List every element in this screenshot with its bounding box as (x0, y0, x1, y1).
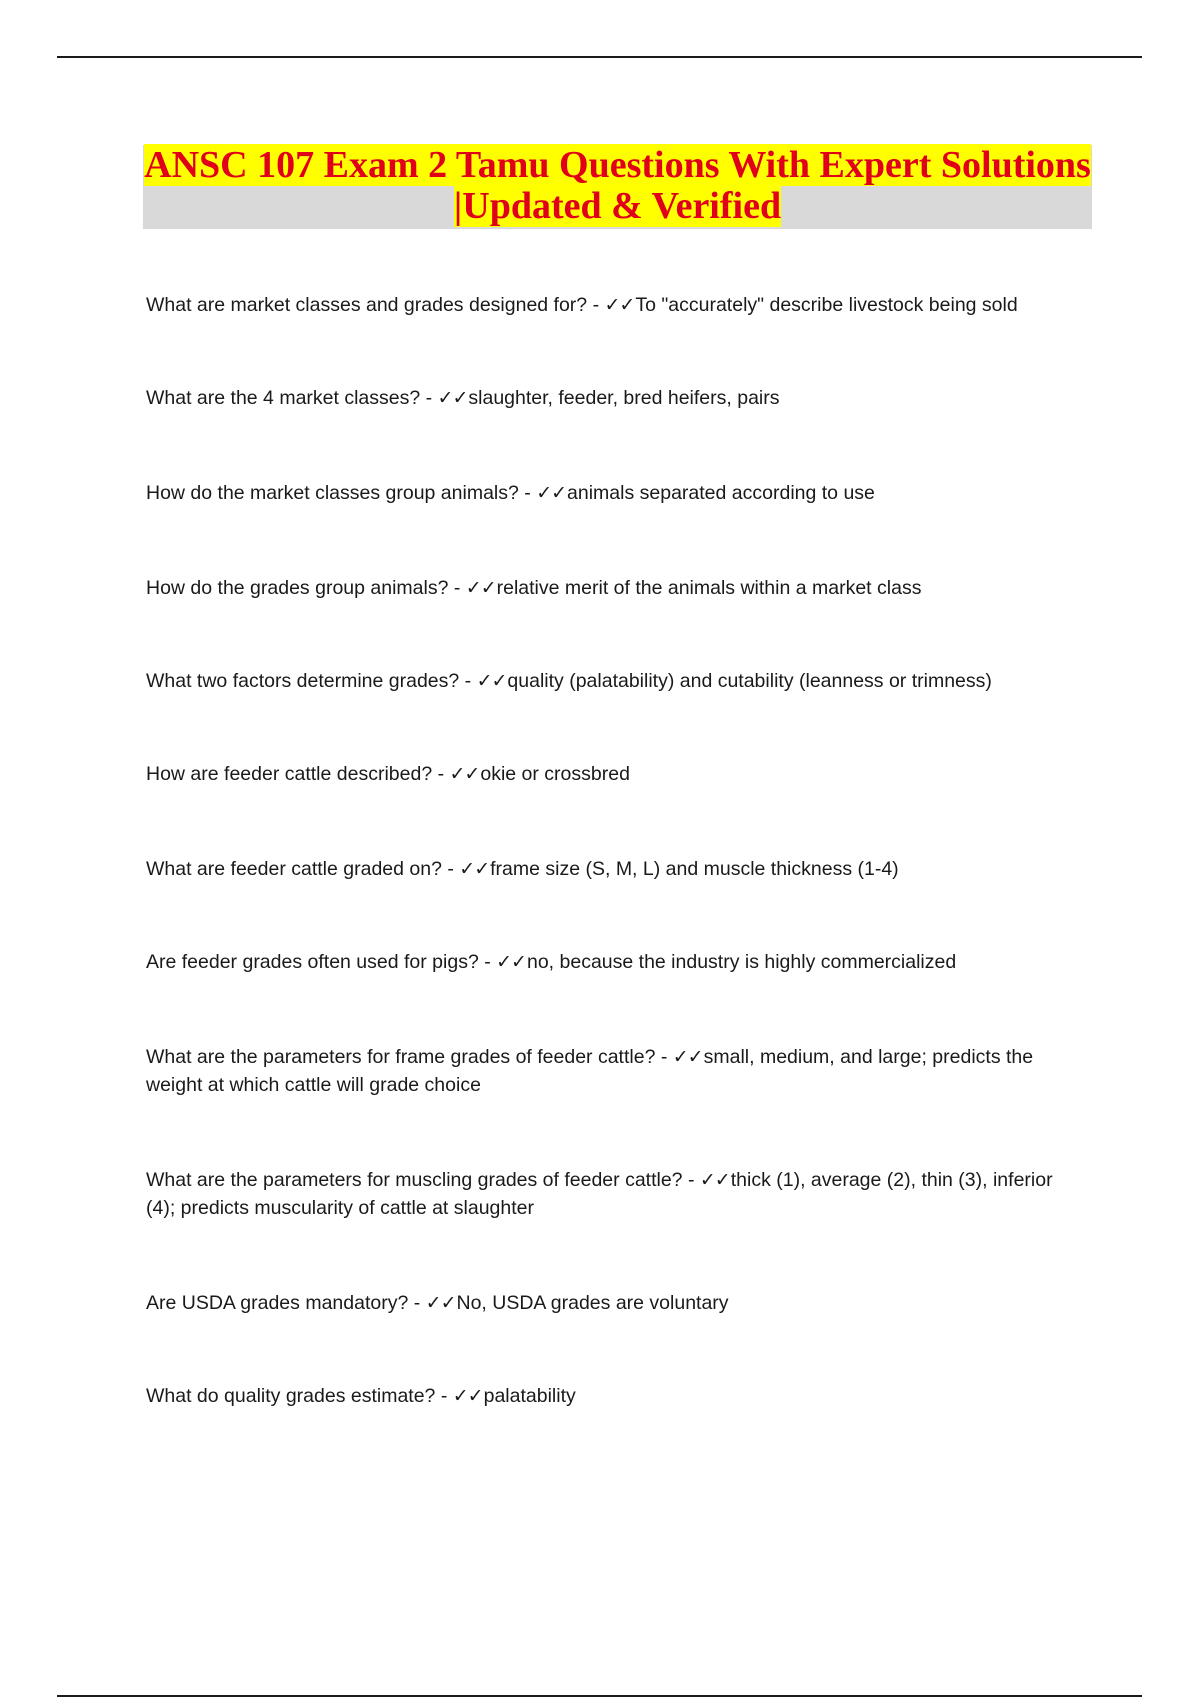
qa-item (146, 1166, 1086, 1222)
answer-text: To "accurately" describe livestock being sold (635, 294, 1018, 316)
qa-item (146, 574, 1086, 602)
footer-rule (57, 1695, 1142, 1697)
answer-text: animals separated according to use (567, 482, 875, 504)
separator: - (587, 294, 605, 316)
double-check-icon: ✓✓ (459, 858, 490, 880)
separator: - (432, 763, 450, 785)
separator: - (518, 482, 537, 504)
header-rule (57, 56, 1142, 58)
double-check-icon: ✓✓ (496, 951, 526, 973)
double-check-icon: ✓✓ (465, 577, 496, 599)
answer-text: frame size (S, M, L) and muscle thickness (1-4) (490, 858, 899, 880)
separator: - (478, 951, 497, 973)
separator: - (459, 670, 477, 692)
question-text: How do the grades group animals? (146, 577, 449, 599)
double-check-icon: ✓✓ (476, 670, 507, 692)
double-check-icon: ✓✓ (536, 482, 567, 504)
double-check-icon: ✓✓ (425, 1292, 456, 1314)
double-check-icon: ✓✓ (672, 1046, 703, 1068)
question-text: What do quality grades estimate? (146, 1385, 436, 1407)
double-check-icon: ✓✓ (604, 294, 635, 316)
qa-item (146, 479, 1086, 507)
answer-text: okie or crossbred (480, 763, 630, 785)
separator: - (441, 858, 460, 880)
separator: - (408, 1292, 426, 1314)
separator: - (682, 1169, 700, 1191)
qa-item (146, 1043, 1086, 1099)
question-text: What are feeder cattle graded on? (146, 858, 442, 880)
answer-text: thick (1), average (2), thin (3), inferior (4); predicts muscularity of cattle at slaughter (146, 1169, 1053, 1219)
double-check-icon: ✓✓ (449, 763, 480, 785)
qa-item (146, 855, 1086, 883)
double-check-icon: ✓✓ (452, 1385, 483, 1407)
qa-item (146, 948, 1086, 976)
separator: - (655, 1046, 673, 1068)
separator: - (448, 577, 466, 599)
answer-text: small, medium, and large; predicts the weight at which cattle will grade choice (146, 1046, 1034, 1096)
question-text: Are USDA grades mandatory? (146, 1292, 409, 1314)
qa-item (146, 667, 1086, 695)
separator: - (435, 1385, 453, 1407)
question-text: What two factors determine grades? (146, 670, 460, 692)
question-text: What are the parameters for muscling grades of feeder cattle? (146, 1169, 683, 1191)
answer-text: slaughter, feeder, bred heifers, pairs (468, 387, 780, 409)
document-title: ANSC 107 Exam 2 Tamu Questions With Expert Solutions |Updated & Verified (144, 144, 1091, 227)
qa-item (146, 760, 1086, 788)
answer-text: No, USDA grades are voluntary (456, 1292, 729, 1314)
question-text: What are market classes and grades designed for? (146, 294, 588, 316)
title-banner (143, 145, 1092, 229)
answer-text: no, because the industry is highly commercialized (526, 951, 957, 973)
double-check-icon: ✓✓ (437, 387, 468, 409)
qa-item (146, 291, 1086, 319)
question-text: What are the 4 market classes? (146, 387, 421, 409)
question-text: What are the parameters for frame grades of feeder cattle? (146, 1046, 656, 1068)
answer-text: quality (palatability) and cutability (leanness or trimness) (507, 670, 992, 692)
qa-item (146, 1382, 1086, 1410)
question-text: Are feeder grades often used for pigs? (146, 951, 479, 973)
separator: - (420, 387, 438, 409)
answer-text: relative merit of the animals within a market class (496, 577, 922, 599)
double-check-icon: ✓✓ (699, 1169, 730, 1191)
question-text: How do the market classes group animals? (146, 482, 519, 504)
question-text: How are feeder cattle described? (146, 763, 433, 785)
answer-text: palatability (483, 1385, 576, 1407)
qa-item (146, 1289, 1086, 1317)
qa-item (146, 384, 1086, 412)
